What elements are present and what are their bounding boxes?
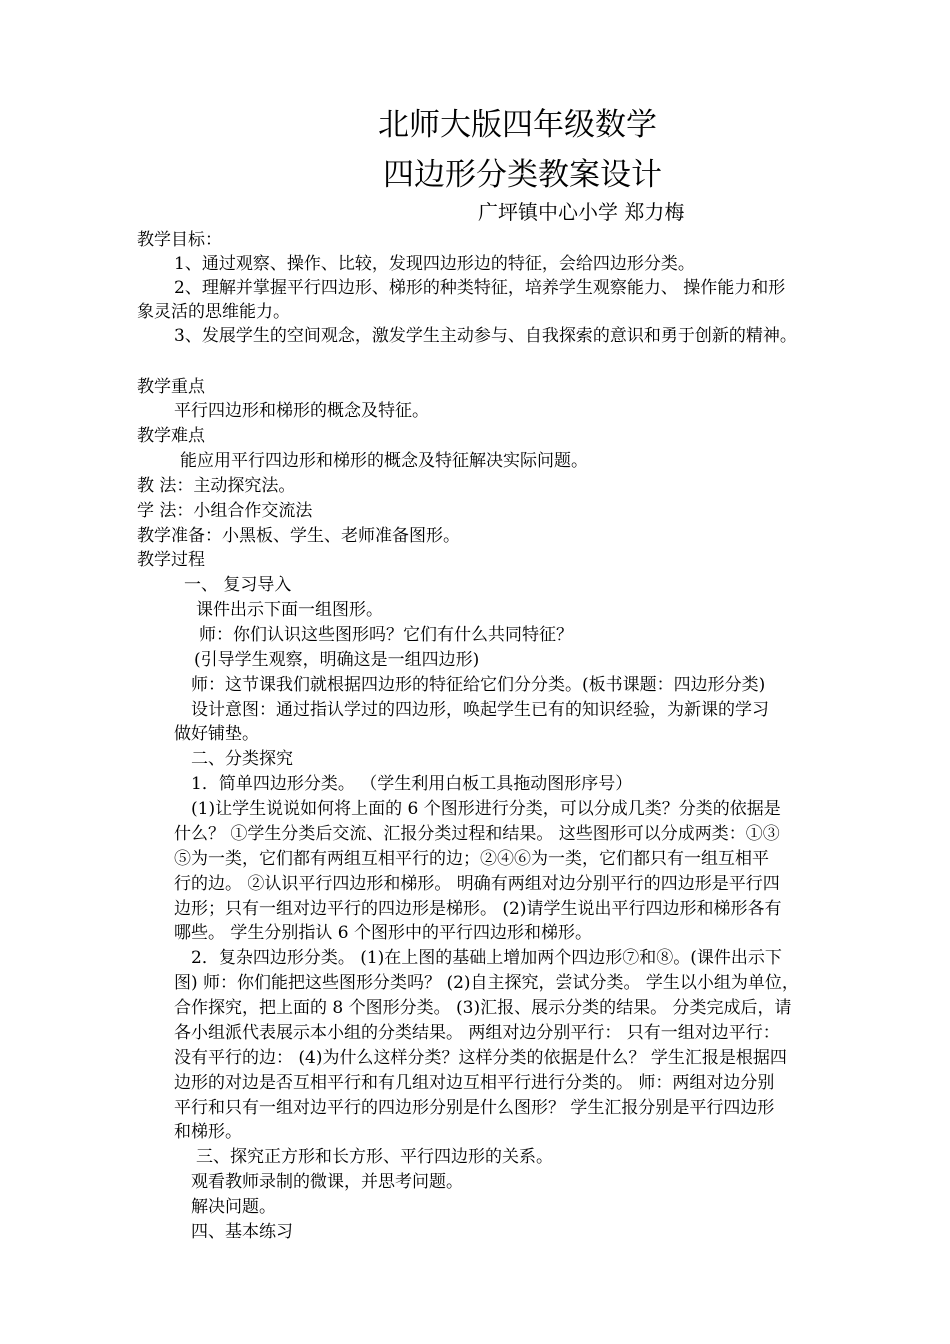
paragraph-line: 哪些。 学生分别指认 6 个图形中的平行四边形和梯形。 xyxy=(174,923,593,943)
paragraph-line: 1、通过观察、操作、比较，发现四边形边的特征，会给四边形分类。 xyxy=(174,254,695,274)
paragraph-line: 2、理解并掌握平行四边形、梯形的种类特征，培养学生观察能力、 操作能力和形 xyxy=(174,278,786,298)
section-heading: 教学重点 xyxy=(137,377,205,397)
paragraph-line: 师：你们认识这些图形吗？它们有什么共同特征？ xyxy=(199,625,573,645)
paragraph-line: 边形的对边是否互相平行和有几组对边互相平行进行分类的。 师：两组对边分别 xyxy=(174,1073,775,1093)
paragraph-line: 设计意图：通过指认学过的四边形，唤起学生已有的知识经验，为新课的学习 xyxy=(191,700,769,720)
section-heading: 教学过程 xyxy=(137,550,205,570)
paragraph-line: (1)让学生说说如何将上面的 6 个图形进行分类，可以分成几类？分类的依据是 xyxy=(191,799,781,819)
subsection-heading: 三、探究正方形和长方形、平行四边形的关系。 xyxy=(196,1147,553,1167)
paragraph-line: 观看教师录制的微课，并思考问题。 xyxy=(191,1172,463,1192)
paragraph-line: 1．简单四边形分类。 （学生利用白板工具拖动图形序号） xyxy=(191,774,633,794)
paragraph-line: ⑤为一类，它们都有两组互相平行的边；②④⑥为一类，它们都只有一组互相平 xyxy=(174,849,769,869)
paragraph-line: 做好铺垫。 xyxy=(174,724,259,744)
paragraph-line: 行的边。 ②认识平行四边形和梯形。 明确有两组对边分别平行的四边形是平行四 xyxy=(174,874,780,894)
paragraph-line: 课件出示下面一组图形。 xyxy=(196,600,383,620)
subsection-heading: 四、基本练习 xyxy=(191,1222,293,1242)
doc-author: 广坪镇中心小学 郑力梅 xyxy=(478,200,685,224)
paragraph-line: 师：这节课我们就根据四边形的特征给它们分分类。(板书课题：四边形分类) xyxy=(191,675,766,695)
section-heading: 教学目标： xyxy=(137,230,222,250)
subsection-heading: 一、 复习导入 xyxy=(184,575,292,595)
paragraph-line: 平行和只有一组对边平行的四边形分别是什么图形？ 学生汇报分别是平行四边形 xyxy=(174,1098,775,1118)
paragraph-line: 学 法：小组合作交流法 xyxy=(137,501,313,521)
paragraph-line: 教学准备：小黑板、学生、老师准备图形。 xyxy=(137,526,460,546)
paragraph-line: 没有平行的边： (4)为什么这样分类？这样分类的依据是什么？ 学生汇报是根据四 xyxy=(174,1048,787,1068)
paragraph-line: 象灵活的思维能力。 xyxy=(137,302,290,322)
paragraph-line: 解决问题。 xyxy=(191,1197,276,1217)
paragraph-line: 图) 师：你们能把这些图形分类吗？ (2)自主探究，尝试分类。 学生以小组为单位， xyxy=(174,973,799,993)
section-heading: 教学难点 xyxy=(137,426,205,446)
paragraph-line: 边形；只有一组对边平行的四边形是梯形。 (2)请学生说出平行四边形和梯形各有 xyxy=(174,899,782,919)
paragraph-line: 平行四边形和梯形的概念及特征。 xyxy=(174,401,429,421)
paragraph-line: 3、发展学生的空间观念，激发学生主动参与、自我探索的意识和勇于创新的精神。 xyxy=(174,326,797,346)
paragraph-line: 各小组派代表展示本小组的分类结果。 两组对边分别平行： 只有一组对边平行： xyxy=(174,1023,780,1043)
paragraph-line: 能应用平行四边形和梯形的概念及特征解决实际问题。 xyxy=(180,451,588,471)
paragraph-line: 什么？ ①学生分类后交流、汇报分类过程和结果。 这些图形可以分成两类：①③ xyxy=(174,824,780,844)
paragraph-line: (引导学生观察，明确这是一组四边形) xyxy=(194,650,480,670)
paragraph-line: 合作探究，把上面的 8 个图形分类。 (3)汇报、展示分类的结果。 分类完成后，请 xyxy=(174,998,792,1018)
paragraph-line: 2．复杂四边形分类。 (1)在上图的基础上增加两个四边形⑦和⑧。(课件出示下 xyxy=(191,948,782,968)
doc-subtitle: 四边形分类教案设计 xyxy=(383,157,662,193)
subsection-heading: 二、分类探究 xyxy=(191,749,293,769)
paragraph-line: 教 法：主动探究法。 xyxy=(137,476,296,496)
doc-title: 北师大版四年级数学 xyxy=(378,107,657,143)
paragraph-line: 和梯形。 xyxy=(174,1122,242,1142)
